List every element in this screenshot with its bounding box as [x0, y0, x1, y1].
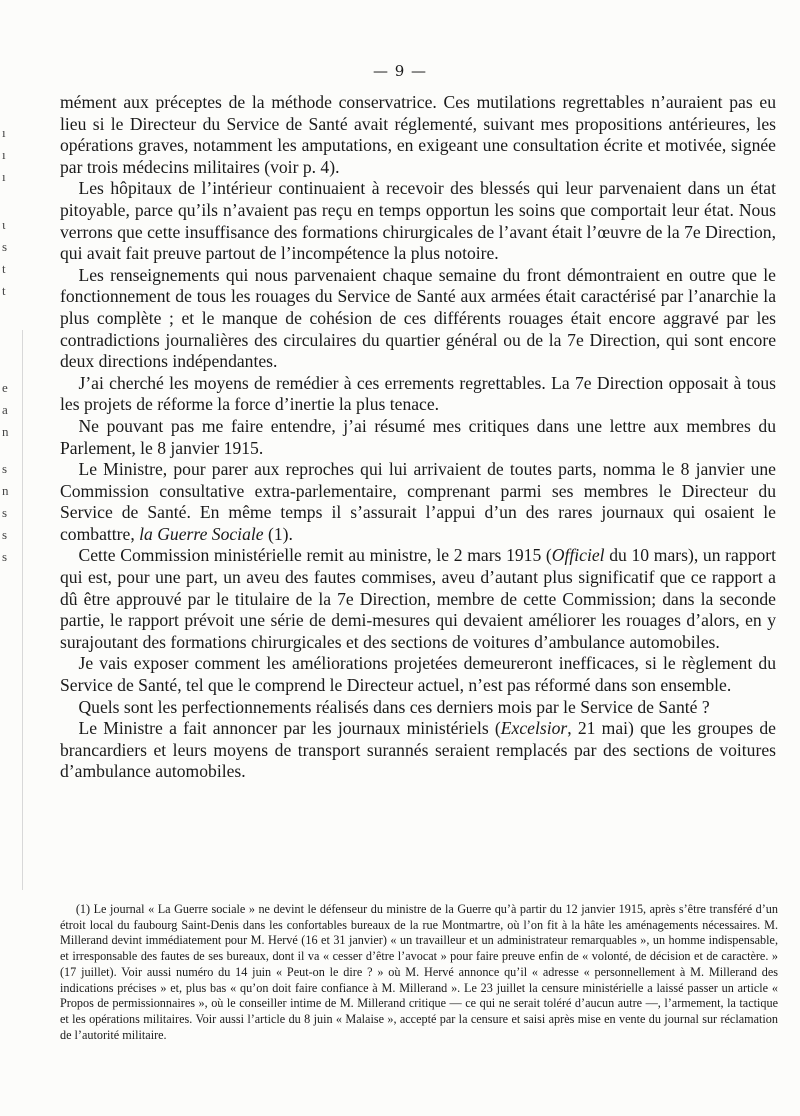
- paragraph-text: Le Ministre a fait annoncer par les journaux ministériels (: [78, 718, 501, 739]
- paragraph: [60, 653, 776, 696]
- paragraph-text: Les renseignements qui nous parvenaient chaque semaine du front démontraient en outre que le fonctionnement de tous les rouages du Service de Santé aux armées était caractérisé par l’anarchie la plus complète ; et le manque de cohésion de ces différents rouages était encore aggravé par les contradictions journalières des circulaires du quartier général ou de la 7e Direction, qui sont encore deux directions indépendantes.: [60, 264, 776, 372]
- italic-title: Officiel: [551, 545, 605, 566]
- paragraph-text: Ne pouvant pas me faire entendre, j’ai résumé mes critiques dans une lettre aux membres du Parlement, le 8 janvier 1915.: [60, 415, 776, 458]
- margin-mark: s: [2, 461, 8, 476]
- paragraph-text: (1).: [263, 523, 293, 544]
- paragraph-text: Le Ministre, pour parer aux reproches qui lui arrivaient de toutes parts, nomma le 8 janvier une Commission consultative extra-parlementaire, comprenant parmi ses membres le Directeur du Service de Santé. En même temps il s’assurait l’appui d’un des rares journaux qui osaient le combattre,: [60, 459, 776, 544]
- page-number: — 9 —: [372, 62, 428, 80]
- paragraph: [60, 178, 776, 264]
- margin-mark: n: [2, 483, 9, 498]
- margin-mark: t: [2, 283, 6, 298]
- italic-title: Excelsior: [500, 718, 568, 739]
- paragraph-text: Cette Commission ministérielle remit au ministre, le 2 mars 1915 (: [78, 545, 552, 566]
- margin-mark: e: [2, 380, 8, 395]
- paragraph-text: Les hôpitaux de l’intérieur continuaient à recevoir des blessés qui leur parvenaient dans un état pitoyable, parce qu’ils n’avaient pas reçu en temps opportun les soins que comportait leur état. Nous verrons que cette insuffisance des formations chirurgicales de l’avant était l’œuvre de la 7e Direction, qui avait fait preuve partout de l’incompétence la plus notoire.: [60, 178, 776, 264]
- margin-mark: ı: [2, 147, 6, 162]
- margin-mark: a: [2, 402, 8, 417]
- margin-mark: s: [2, 527, 8, 542]
- margin-mark: s: [2, 549, 8, 564]
- paragraph: [60, 373, 776, 416]
- footnotes: [60, 902, 778, 1043]
- paragraph: [60, 545, 776, 653]
- margin-mark: ɩ: [2, 217, 6, 232]
- binding-edge-shadow: [22, 330, 23, 890]
- paragraph-text: du 10 mars), un rapport qui est, pour une part, un aveu des fautes commises, aveu d’autant plus significatif que ce rapport a dû être approuvé par le titulaire de la 7e Direction, membre de cette Commission; dans la seconde partie, le rapport prévoit une série de demi-mesures qui devaient améliorer les rouages d’alors, en y surajoutant des formations chirurgicales et des sections de voitures d’ambulance automobiles.: [60, 545, 776, 652]
- paragraph: [60, 265, 776, 373]
- paragraph: [60, 697, 776, 719]
- italic-title: la Guerre Sociale: [139, 523, 264, 544]
- paragraph: [60, 718, 776, 783]
- paragraph: [60, 459, 776, 545]
- margin-mark: s: [2, 239, 8, 254]
- paragraph: [60, 92, 776, 178]
- footnote-1: (1) Le journal « La Guerre sociale » ne devint le défenseur du ministre de la Guerre qu’à partir du 12 janvier 1915, après s’être transféré d’un étroit local du faubourg Saint-Denis dans les confortables bureaux de la rue Montmartre, où l’on fit à la hâte les aménagements nécessaires. M. Millerand devint immédiatement pour M. Hervé (16 et 31 janvier) « un travailleur et un administrateur remarquables », un homme indispensable, et irresponsable des fautes de ses bureaux, dont il va « cesser d’être l’avocat » pour faire preuve enfin de « volonté, de décision et de caractère. » (17 juillet). Voir aussi numéro du 14 juin « Peut-on le dire ? » où M. Hervé annonce qu’il « adresse « personnellement à M. Millerand des indications précises » et, plus bas « qu’on doit faire confiance à M. Millerand ». Le 23 juillet la censure ministérielle a laissé passer un article « Propos de permissionnaires », où le conseiller intime de M. Millerand critique — ce qui ne serait toléré d’aucun autre —, l’armement, la tactique et les opérations militaires. Voir aussi l’article du 8 juin « Malaise », accepté par la censure et saisi après mise en vente du journal sur réclamation de l’autorité militaire.: [60, 902, 778, 1042]
- paragraph-text: , 21 mai) que les groupes de brancardiers et leurs moyens de transport surannés seraient remplacés par des sections de voitures d’ambulance automobiles.: [60, 718, 776, 782]
- paragraph-text: J’ai cherché les moyens de remédier à ces errements regrettables. La 7e Direction opposait à tous les projets de réforme la force d’inertie la plus tenace.: [60, 372, 776, 415]
- paragraph: [60, 416, 776, 459]
- paragraph-text: mément aux préceptes de la méthode conservatrice. Ces mutilations regrettables n’auraient pas eu lieu si le Directeur du Service de Santé avait réglementé, suivant mes propositions antérieures, les opérations graves, notamment les amputations, en exigeant une consultation écrite et motivée, signée par trois médecins militaires (voir p. 4).: [60, 92, 776, 177]
- margin-mark: s: [2, 505, 8, 520]
- body-text: [60, 92, 776, 783]
- paragraph-text: Quels sont les perfectionnements réalisés dans ces derniers mois par le Service de Santé ?: [78, 696, 710, 717]
- margin-mark: ı: [2, 125, 6, 140]
- margin-mark: ı: [2, 169, 6, 184]
- margin-mark: t: [2, 261, 6, 276]
- margin-mark: n: [2, 424, 9, 439]
- paragraph-text: Je vais exposer comment les améliorations projetées demeureront inefficaces, si le règlement du Service de Santé, tel que le comprend le Directeur actuel, n’est pas réformé dans son ensemble.: [60, 653, 776, 696]
